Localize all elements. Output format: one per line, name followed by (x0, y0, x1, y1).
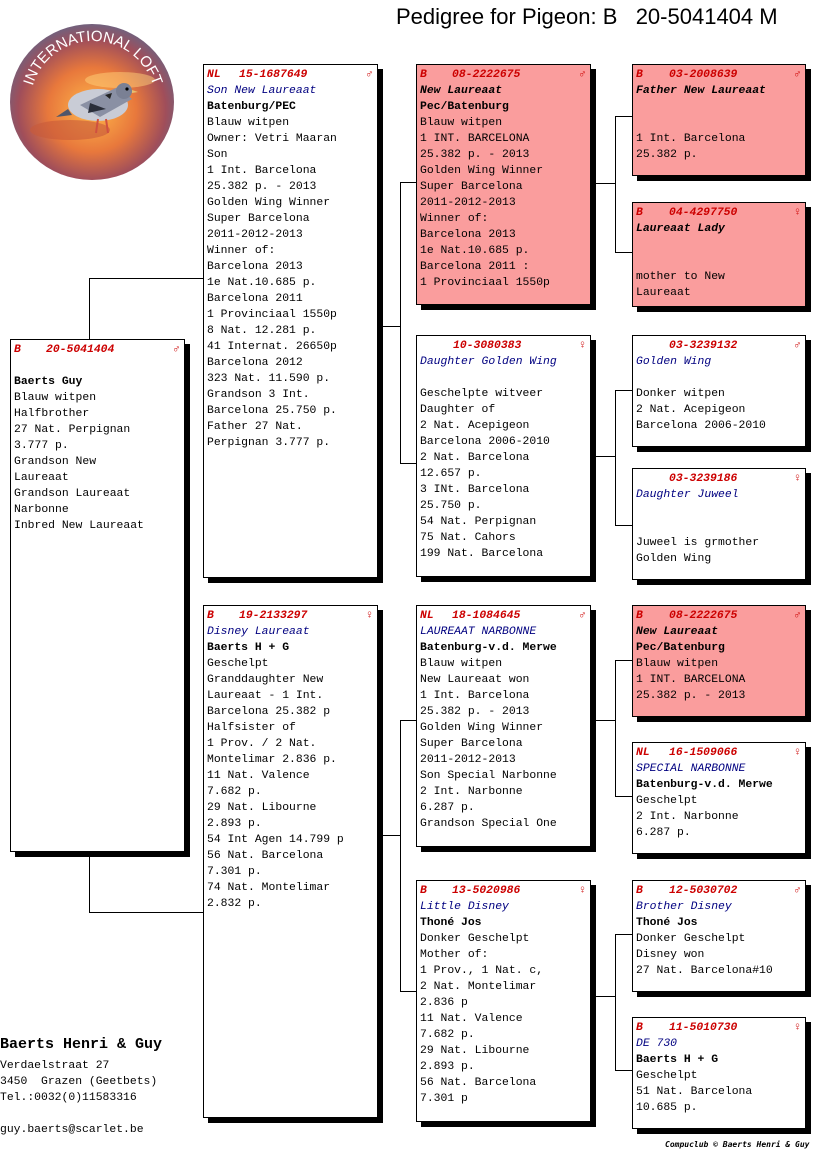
spacer (636, 115, 802, 131)
pedigree-line: 51 Nat. Barcelona (636, 1086, 753, 1098)
pigeon-card-dam[interactable] (203, 605, 378, 1118)
svg-text:INTERNATIONAL LOFT: INTERNATIONAL LOFT (20, 27, 166, 88)
pedigree-line: 54 Int Agen 14.799 p (207, 834, 344, 846)
pedigree-line: Mother of: (420, 949, 489, 961)
pigeon-name: DE 730 (636, 1038, 678, 1050)
connector (615, 660, 632, 661)
male-icon: ♂ (579, 69, 586, 81)
pigeon-name: Father New Laureaat (636, 85, 766, 97)
pedigree-line: 1 Int. Barcelona (420, 690, 530, 702)
pigeon-name: New Laureaat (420, 85, 503, 97)
pedigree-line: Super Barcelona (420, 738, 523, 750)
pigeon-owner: Baerts H + G (636, 1054, 719, 1066)
pedigree-line: 25.382 p. - 2013 (420, 149, 530, 161)
ring-number: 18-1084645 (452, 610, 521, 622)
connector (377, 326, 400, 327)
pedigree-line: 11 Nat. Valence (207, 770, 310, 782)
ring-number: 08-2222675 (452, 69, 521, 81)
pedigree-line: Grandson 3 Int. (207, 389, 310, 401)
pedigree-line: 25.382 p. - 2013 (636, 690, 746, 702)
connector (615, 934, 632, 935)
pedigree-line: 8 Nat. 12.281 p. (207, 325, 317, 337)
ring-number: 15-1687649 (239, 69, 308, 81)
pedigree-line: Geschelpt (636, 1070, 698, 1082)
pedigree-line: 1 Int. Barcelona (207, 165, 317, 177)
female-icon: ♀ (794, 207, 801, 219)
pedigree-line: Narbonne (14, 504, 69, 516)
pigeon-name: Laureaat Lady (636, 223, 725, 235)
pedigree-line: 56 Nat. Barcelona (207, 850, 324, 862)
pedigree-line: 2 Nat. Acepigeon (420, 420, 530, 432)
pedigree-line: 2 Nat. Acepigeon (636, 404, 746, 416)
pedigree-line: Juweel is grmother (636, 537, 760, 549)
pigeon-name: LAUREAAT NARBONNE (420, 626, 537, 638)
pigeon-name: SPECIAL NARBONNE (636, 763, 746, 775)
connector (89, 912, 204, 913)
pedigree-line: 6.287 p. (636, 827, 691, 839)
pedigree-line: Barcelona 2006-2010 (420, 436, 550, 448)
pedigree-line: 3.777 p. (14, 440, 69, 452)
pedigree-line: 2.832 p. (207, 898, 262, 910)
female-icon: ♀ (579, 885, 586, 897)
male-icon: ♂ (579, 610, 586, 622)
country-code: B (636, 610, 643, 622)
pedigree-line: Winner of: (420, 213, 489, 225)
pedigree-line: Barcelona 25.382 p (207, 706, 331, 718)
ring-number: 20-5041404 (46, 344, 115, 356)
connector (615, 116, 632, 117)
pedigree-line: 323 Nat. 11.590 p. (207, 373, 331, 385)
female-icon: ♀ (366, 610, 373, 622)
pedigree-line: 25.382 p. (636, 149, 698, 161)
card-header (636, 338, 802, 354)
male-icon: ♂ (173, 344, 180, 356)
pedigree-line: Blauw witpen (420, 658, 503, 670)
pedigree-line: Super Barcelona (207, 213, 310, 225)
pigeon-owner (636, 503, 802, 519)
pedigree-line: Geschelpt (636, 795, 698, 807)
pedigree-line: 11 Nat. Valence (420, 1013, 523, 1025)
pigeon-name: Daughter Golden Wing (420, 356, 557, 368)
pigeon-owner: Batenburg/PEC (207, 101, 296, 113)
connector (400, 720, 401, 992)
pigeon-owner: Pec/Batenburg (636, 642, 725, 654)
connector (615, 796, 632, 797)
pedigree-line: Laureaat - 1 Int. (207, 690, 324, 702)
pedigree-line: Barcelona 2011 : (420, 261, 530, 273)
pedigree-line: Super Barcelona (420, 181, 523, 193)
pedigree-line: Laureaat (14, 472, 69, 484)
card-header (636, 471, 802, 487)
pigeon-name: Disney Laureaat (207, 626, 310, 638)
breeder-info (0, 1035, 162, 1106)
pedigree-line: 1 INT. BARCELONA (420, 133, 530, 145)
card-header (636, 1020, 802, 1036)
pedigree-line: Blauw witpen (636, 658, 719, 670)
pedigree-line: Granddaughter New (207, 674, 324, 686)
pedigree-line: 2011-2012-2013 (420, 197, 516, 209)
pigeon-name: New Laureaat (636, 626, 719, 638)
pedigree-line: 7.301 p (420, 1093, 468, 1105)
pedigree-line: 2 Int. Narbonne (420, 786, 523, 798)
pedigree-line: 2011-2012-2013 (207, 229, 303, 241)
card-header (636, 745, 802, 761)
pigeon-name: Brother Disney (636, 901, 732, 913)
ring-number: 16-1509066 (669, 747, 738, 759)
pedigree-line: 12.657 p. (420, 468, 482, 480)
pedigree-line: Grandson New (14, 456, 97, 468)
pedigree-line: 3 INt. Barcelona (420, 484, 530, 496)
ring-number: 10-3080383 (453, 340, 522, 352)
pedigree-line: Barcelona 2012 (207, 357, 303, 369)
connector (615, 1070, 632, 1071)
pedigree-line: 75 Nat. Cahors (420, 532, 516, 544)
spacer (636, 519, 802, 535)
ring-number: 11-5010730 (669, 1022, 738, 1034)
pigeon-card-sire-sire-sire[interactable] (632, 64, 806, 176)
card-header (14, 342, 181, 358)
pigeon-owner: Pec/Batenburg (420, 101, 509, 113)
pigeon-card-sire-sire[interactable] (416, 64, 591, 305)
breeder-email[interactable]: guy.baerts@scarlet.be (0, 1124, 144, 1136)
connector (400, 182, 401, 464)
card-header (636, 67, 802, 83)
country-code: B (636, 1022, 643, 1034)
connector (400, 463, 416, 464)
ring-number: 03-2008639 (669, 69, 738, 81)
pedigree-line: Disney won (636, 949, 705, 961)
pedigree-line: 1 INT. BARCELONA (636, 674, 746, 686)
ring-number: 03-3239132 (669, 340, 738, 352)
pedigree-line: Grandson Laureaat (14, 488, 131, 500)
card-header (207, 67, 374, 83)
pigeon-card-sire-sire-dam[interactable] (632, 202, 806, 307)
page-title: Pedigree for Pigeon: B 20-5041404 M (396, 4, 778, 29)
pigeon-name: Daughter Juweel (636, 489, 739, 501)
pedigree-line: Barcelona 2013 (207, 261, 303, 273)
pigeon-card-dam-sire-dam[interactable] (632, 742, 806, 854)
pedigree-line: Inbred New Laureaat (14, 520, 144, 532)
pigeon-card-subject[interactable] (10, 339, 185, 852)
pigeon-owner: Thoné Jos (420, 917, 482, 929)
pedigree-line: Golden Wing Winner (207, 197, 331, 209)
country-code: NL (207, 69, 221, 81)
breeder-city: 3450 Grazen (Geetbets) (0, 1076, 158, 1088)
pigeon-owner (636, 99, 802, 115)
pedigree-line: Barcelona 25.750 p. (207, 405, 337, 417)
male-icon: ♂ (794, 885, 801, 897)
pedigree-line: 10.685 p. (636, 1102, 698, 1114)
connector (377, 835, 400, 836)
pigeon-owner: Baerts H + G (207, 642, 290, 654)
pedigree-line: Golden Wing Winner (420, 722, 544, 734)
pedigree-line: Winner of: (207, 245, 276, 257)
pigeon-owner: Thoné Jos (636, 917, 698, 929)
ring-number: 19-2133297 (239, 610, 308, 622)
pigeon-owner (420, 370, 587, 386)
card-header (420, 883, 587, 899)
male-icon: ♂ (794, 340, 801, 352)
pedigree-line: 29 Nat. Libourne (207, 802, 317, 814)
pigeon-card-dam-dam[interactable] (416, 880, 591, 1122)
pedigree-line: 199 Nat. Barcelona (420, 548, 544, 560)
male-icon: ♂ (794, 610, 801, 622)
pigeon-logo-icon (10, 20, 175, 180)
female-icon: ♀ (794, 1022, 801, 1034)
pedigree-line: Barcelona 2006-2010 (636, 420, 766, 432)
female-icon: ♀ (794, 747, 801, 759)
pedigree-line: Geschelpte witveer (420, 388, 544, 400)
pigeon-owner: Batenburg-v.d. Merwe (636, 779, 773, 791)
pedigree-line: 56 Nat. Barcelona (420, 1077, 537, 1089)
pedigree-line: Daughter of (420, 404, 496, 416)
pedigree-line: 1e Nat.10.685 p. (420, 245, 530, 257)
connector (615, 390, 616, 526)
pedigree-line: 29 Nat. Libourne (420, 1045, 530, 1057)
connector (615, 390, 632, 391)
connector (615, 934, 616, 1071)
breeder-name: Baerts Henri & Guy (0, 1036, 163, 1053)
pedigree-line: Barcelona 2011 (207, 293, 303, 305)
country-code: B (420, 885, 427, 897)
pedigree-line: 1 Prov. / 2 Nat. (207, 738, 317, 750)
pigeon-card-dam-sire[interactable] (416, 605, 591, 847)
pedigree-line: 1 Int. Barcelona (636, 133, 746, 145)
pigeon-owner: Baerts Guy (14, 376, 83, 388)
connector (615, 525, 632, 526)
country-code: B (636, 207, 643, 219)
card-header (207, 608, 374, 624)
card-header (636, 883, 802, 899)
connector (400, 182, 416, 183)
card-header (636, 205, 802, 221)
connector (593, 720, 615, 721)
pedigree-line: 1 Provinciaal 1550p (420, 277, 550, 289)
ring-number: 03-3239186 (669, 473, 738, 485)
pedigree-line: 7.682 p. (420, 1029, 475, 1041)
connector (89, 278, 90, 340)
pedigree-line: 54 Nat. Perpignan (420, 516, 537, 528)
connector (615, 116, 616, 253)
pedigree-line: 2011-2012-2013 (420, 754, 516, 766)
pedigree-line: Owner: Vetri Maaran (207, 133, 337, 145)
breeder-phone: Tel.:0032(0)11583316 (0, 1092, 137, 1104)
pedigree-line: Golden Wing Winner (420, 165, 544, 177)
pedigree-line: mother to New (636, 271, 725, 283)
connector (89, 278, 204, 279)
pedigree-line: Blauw witpen (207, 117, 290, 129)
pedigree-line: 25.750 p. (420, 500, 482, 512)
pedigree-line: Father 27 Nat. (207, 421, 303, 433)
country-code: B (14, 344, 21, 356)
pigeon-card-dam-dam-sire[interactable] (632, 880, 806, 992)
country-code: NL (636, 747, 650, 759)
pedigree-line: Donker Geschelpt (420, 933, 530, 945)
pedigree-line: 1 Prov., 1 Nat. c, (420, 965, 544, 977)
pedigree-line: Son Special Narbonne (420, 770, 557, 782)
breeder-address: Verdaelstraat 27 (0, 1060, 110, 1072)
pigeon-owner (636, 237, 802, 253)
card-header (420, 338, 587, 354)
pedigree-line: Halfbrother (14, 408, 90, 420)
connector (400, 720, 416, 721)
country-code: B (207, 610, 214, 622)
pedigree-line: Blauw witpen (14, 392, 97, 404)
footer-credit: Compuclub © Baerts Henri & Guy (665, 1140, 810, 1149)
spacer (636, 253, 802, 269)
connector (615, 660, 616, 797)
country-code: NL (420, 610, 434, 622)
pedigree-line: 27 Nat. Barcelona#10 (636, 965, 773, 977)
pedigree-line: Perpignan 3.777 p. (207, 437, 331, 449)
card-header (420, 608, 587, 624)
pedigree-line: 25.382 p. - 2013 (207, 181, 317, 193)
pedigree-line: Donker Geschelpt (636, 933, 746, 945)
pigeon-name: Little Disney (420, 901, 509, 913)
male-icon: ♂ (794, 69, 801, 81)
pedigree-line: 2 Nat. Barcelona (420, 452, 530, 464)
pedigree-line: 1e Nat.10.685 p. (207, 277, 317, 289)
pigeon-card-dam-dam-dam[interactable] (632, 1017, 806, 1129)
connector (615, 252, 632, 253)
pedigree-line: 6.287 p. (420, 802, 475, 814)
pedigree-line: 1 Provinciaal 1550p (207, 309, 337, 321)
pedigree-line: New Laureaat won (420, 674, 530, 686)
pedigree-line: 41 Internat. 26650p (207, 341, 337, 353)
country-code: B (636, 885, 643, 897)
pedigree-line: 2.893 p. (207, 818, 262, 830)
pedigree-line: 7.301 p. (207, 866, 262, 878)
card-header (636, 608, 802, 624)
pigeon-card-dam-sire-sire[interactable] (632, 605, 806, 717)
pigeon-card-sire[interactable] (203, 64, 378, 578)
pedigree-line: Son (207, 149, 228, 161)
country-code: B (420, 69, 427, 81)
connector (593, 183, 615, 184)
pedigree-line: Barcelona 2013 (420, 229, 516, 241)
pedigree-line: Donker witpen (636, 388, 725, 400)
ring-number: 08-2222675 (669, 610, 738, 622)
pedigree-line: 25.382 p. - 2013 (420, 706, 530, 718)
logo (10, 20, 175, 180)
pedigree-line: 7.682 p. (207, 786, 262, 798)
ring-number: 13-5020986 (452, 885, 521, 897)
pedigree-line: Laureaat (636, 287, 691, 299)
pigeon-name (14, 358, 181, 374)
male-icon: ♂ (366, 69, 373, 81)
pigeon-card-sire-dam-dam[interactable] (632, 468, 806, 580)
connector (400, 991, 416, 992)
card-header (420, 67, 587, 83)
pigeon-name: Golden Wing (636, 356, 712, 368)
female-icon: ♀ (579, 340, 586, 352)
pigeon-card-sire-dam[interactable] (416, 335, 591, 577)
pedigree-line: 2.836 p (420, 997, 468, 1009)
pigeon-owner: Batenburg-v.d. Merwe (420, 642, 557, 654)
pigeon-card-sire-dam-sire[interactable] (632, 335, 806, 447)
pedigree-line: Halfsister of (207, 722, 296, 734)
pedigree-line: 74 Nat. Montelimar (207, 882, 331, 894)
pedigree-line: Grandson Special One (420, 818, 557, 830)
connector (89, 852, 90, 912)
connector (593, 996, 615, 997)
pigeon-owner (636, 370, 802, 386)
pedigree-line: 2 Int. Narbonne (636, 811, 739, 823)
pedigree-line: 27 Nat. Perpignan (14, 424, 131, 436)
country-code: B (636, 69, 643, 81)
pedigree-line: Blauw witpen (420, 117, 503, 129)
ring-number: 04-4297750 (669, 207, 738, 219)
pigeon-name: Son New Laureaat (207, 85, 317, 97)
pedigree-line: 2.893 p. (420, 1061, 475, 1073)
ring-number: 12-5030702 (669, 885, 738, 897)
connector (593, 456, 615, 457)
pedigree-line: Golden Wing (636, 553, 712, 565)
pedigree-line: Geschelpt (207, 658, 269, 670)
pedigree-line: Montelimar 2.836 p. (207, 754, 337, 766)
pedigree-line: 2 Nat. Montelimar (420, 981, 537, 993)
female-icon: ♀ (794, 473, 801, 485)
